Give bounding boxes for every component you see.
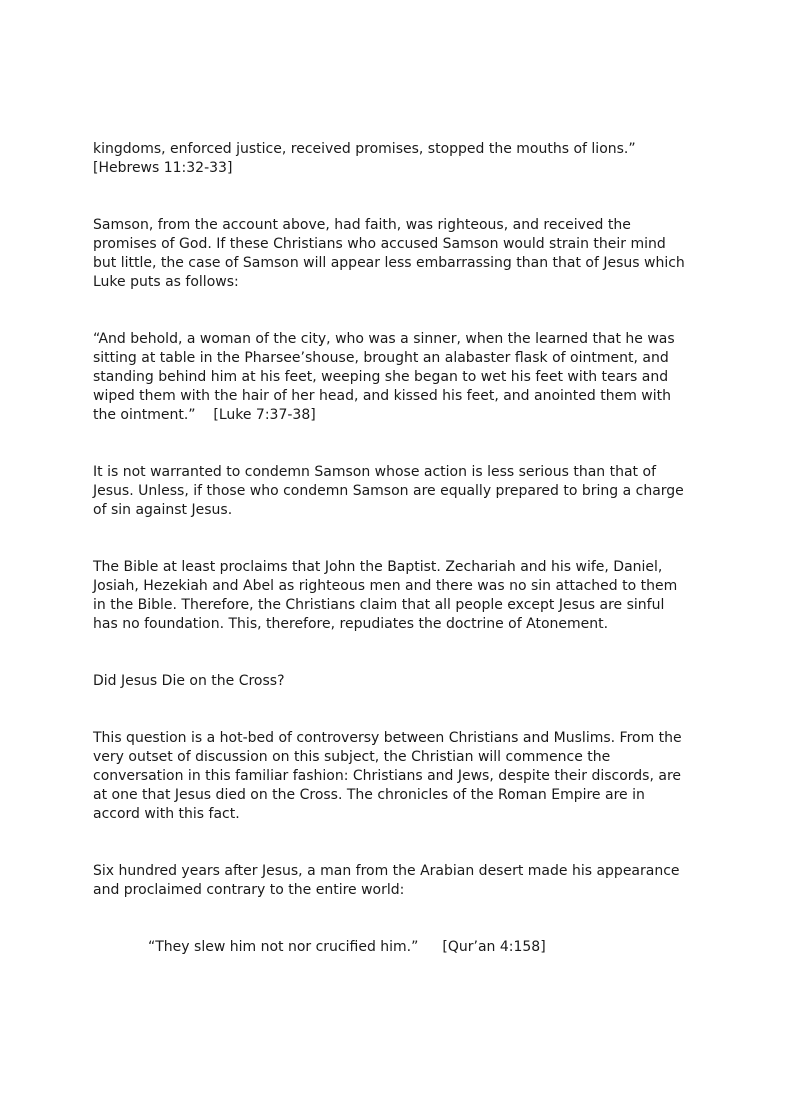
paragraph-condemn-samson [93, 463, 703, 520]
text-line: Josiah, Hezekiah and Abel as righteous men and there was no sin attached to them [93, 578, 678, 594]
document-page [93, 140, 703, 957]
text-line: It is not warranted to condemn Samson whose action is less serious than that of [93, 464, 656, 480]
text-line: wiped them with the hair of her head, and kissed his feet, and anointed them with [93, 388, 672, 404]
text-line: accord with this fact. [93, 806, 240, 822]
text-line: Jesus. Unless, if those who condemn Samson are equally prepared to bring a charge [93, 483, 684, 499]
paragraph-spacer [93, 900, 703, 938]
paragraph-luke-quote [93, 330, 703, 425]
section-heading [93, 672, 703, 691]
text-line: This question is a hot-bed of controversy between Christians and Muslims. From the [93, 730, 682, 746]
quote-text: “They slew him not nor crucified him.” [148, 939, 419, 955]
paragraph-samson [93, 216, 703, 292]
text-line: standing behind him at his feet, weeping she began to wet his feet with tears and [93, 369, 669, 385]
text-line: Six hundred years after Jesus, a man from the Arabian desert made his appearance [93, 863, 680, 879]
text-line: sitting at table in the Pharsee’shouse, brought an alabaster flask of ointment, and [93, 350, 669, 366]
text-line: The Bible at least proclaims that John the Baptist. Zechariah and his wife, Daniel, [93, 559, 663, 575]
paragraph-spacer [93, 178, 703, 216]
quote-citation: [Qur’an 4:158] [442, 939, 546, 955]
text-line: and proclaimed contrary to the entire world: [93, 882, 405, 898]
text-line: Samson, from the account above, had faith, was righteous, and received the [93, 217, 631, 233]
text-line: in the Bible. Therefore, the Christians claim that all people except Jesus are sinful [93, 597, 665, 613]
paragraph-spacer [93, 520, 703, 558]
paragraph-hebrews-citation [93, 140, 703, 178]
text-line: but little, the case of Samson will appear less embarrassing than that of Jesus which [93, 255, 685, 271]
text-line: at one that Jesus died on the Cross. The chronicles of the Roman Empire are in [93, 787, 645, 803]
heading-text: Did Jesus Die on the Cross? [93, 673, 285, 689]
text-line: of sin against Jesus. [93, 502, 233, 518]
text-line: the ointment.” [Luke 7:37-38] [93, 407, 316, 423]
text-line: very outset of discussion on this subject, the Christian will commence the [93, 749, 611, 765]
text-line: “And behold, a woman of the city, who was a sinner, when the learned that he was [93, 331, 675, 347]
paragraph-spacer [93, 425, 703, 463]
text-line: promises of God. If these Christians who accused Samson would strain their mind [93, 236, 666, 252]
text-line: [Hebrews 11:32-33] [93, 160, 233, 176]
paragraph-spacer [93, 824, 703, 862]
paragraph-controversy [93, 729, 703, 824]
paragraph-spacer [93, 634, 703, 672]
text-line: has no foundation. This, therefore, repudiates the doctrine of Atonement. [93, 616, 609, 632]
quran-quote [93, 938, 703, 957]
paragraph-spacer [93, 691, 703, 729]
paragraph-six-hundred-years [93, 862, 703, 900]
text-line: Luke puts as follows: [93, 274, 239, 290]
paragraph-spacer [93, 292, 703, 330]
text-line: conversation in this familiar fashion: Christians and Jews, despite their discords, are [93, 768, 682, 784]
text-line: kingdoms, enforced justice, received promises, stopped the mouths of lions.” [93, 141, 636, 157]
paragraph-righteous-men [93, 558, 703, 634]
